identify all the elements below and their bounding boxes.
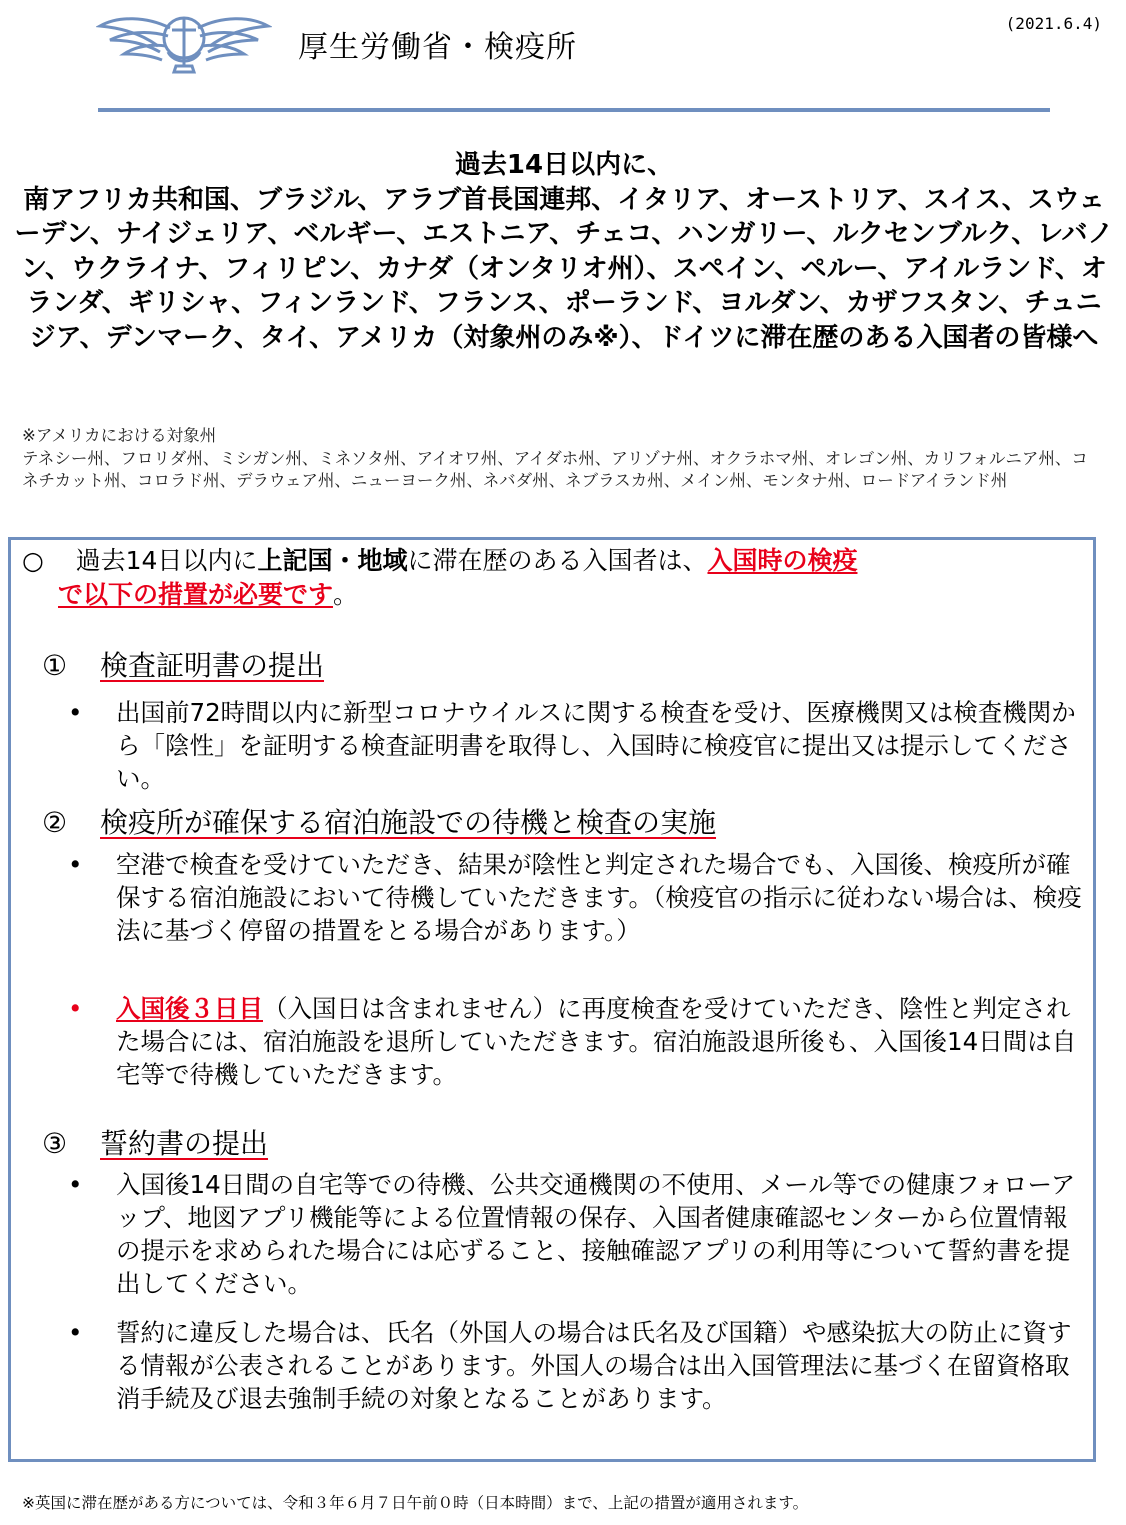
bullet-icon: • [68,850,83,879]
intro-red-b: で以下の措置が必要です [58,580,334,609]
header-divider [98,108,1050,112]
us-states-note [22,425,1102,493]
section-number: ① [42,649,68,682]
list-item [68,696,1088,795]
us-states-list: テネシー州、フロリダ州、ミシガン州、ミネソタ州、アイオワ州、アイダホ州、アリゾナ州、オクラホマ州、オレゴン州、カリフォルニア州、コネチカット州、コロラド州、デラウェア州、ニューヨーク州、ネバダ州、ネブラスカ州、メイン州、モンタナ州、ロードアイランド州 [22,448,1088,490]
bullet-text: 出国前72時間以内に新型コロナウイルスに関する検査を受け、医療機関又は検査機関から「陰性」を証明する検査証明書を取得し、入国時に検疫官に提出又は提示してください。 [116,698,1076,793]
section-heading: 検査証明書の提出 [100,649,325,682]
section-2-title [42,801,716,841]
list-item [68,1168,1088,1300]
uk-footnote: ※英国に滞在歴がある方については、令和３年６月７日午前０時（日本時間）まで、上記の措置が適用されます。 [22,1494,809,1512]
section-3-title [42,1122,268,1162]
day-three-highlight: 入国後３日目 [116,994,263,1023]
bullet-icon: • [68,698,83,727]
quarantine-emblem-icon [96,8,272,74]
us-states-note-title: ※アメリカにおける対象州 [22,426,217,445]
intro-red-a: 入国時の検疫 [707,546,858,575]
bullet-icon: • [68,1318,83,1347]
bullet-icon: • [68,994,83,1023]
bullet-text: 空港で検査を受けていただき、結果が陰性と判定された場合でも、入国後、検疫所が確保する宿泊施設において待機していただきます。（検疫官の指示に従わない場合は、検疫法に基づく停留の措置をとる場合があります。） [116,850,1082,945]
intro-end: 。 [333,580,359,609]
section-number: ② [42,806,68,839]
intro-statement [22,544,1082,612]
headline-period: 過去14日以内に、 [454,150,674,180]
list-item [68,848,1088,947]
bullet-icon: • [68,1170,83,1199]
agency-name: 厚生労働省・検疫所 [298,30,577,65]
section-1-title [42,644,324,684]
intro-text-b: に滞在歴のある入国者は、 [407,546,708,575]
list-item [68,992,1088,1091]
bullet-text: 誓約に違反した場合は、氏名（外国人の場合は氏名及び国籍）や感染拡大の防止に資する情報が公表されることがあります。外国人の場合は出入国管理法に基づく在留資格取消手続及び退去強制手続の対象となることがあります。 [116,1318,1072,1413]
headline [14,148,1114,355]
bullet-text: （入国日は含まれません）に再度検査を受けていただき、陰性と判定された場合には、宿泊施設を退所していただきます。宿泊施設退所後も、入国後14日間は自宅等で待機していただきます。 [116,994,1077,1089]
issue-date: (2021.6.4) [1005,14,1102,33]
list-item [68,1316,1088,1415]
intro-marker: ○ [22,546,44,575]
section-heading: 検疫所が確保する宿泊施設での待機と検査の実施 [100,806,717,839]
intro-bold: 上記国・地域 [257,546,408,575]
intro-text-a: 過去14日以内に [75,546,258,575]
bullet-text: 入国後14日間の自宅等での待機、公共交通機関の不使用、メール等での健康フォローアップ、地図アプリ機能等による位置情報の保存、入国者健康確認センターから位置情報の提示を求められた場合には応ずること、接触確認アプリの利用等について誓約書を提出してください。 [116,1170,1076,1298]
headline-countries: 南アフリカ共和国、ブラジル、アラブ首長国連邦、イタリア、オーストリア、スイス、スウェーデン、ナイジェリア、ベルギー、エストニア、チェコ、ハンガリー、ルクセンブルク、レバノン、ウクライナ、フィリピン、カナダ（オンタリオ州）、スペイン、ペルー、アイルランド、オランダ、ギリシャ、フィンランド、フランス、ポーランド、ヨルダン、カザフスタン、チュニジア、デンマーク、タイ、アメリカ（対象州のみ※）、ドイツに滞在歴のある入国者の皆様へ [14,184,1114,353]
section-number: ③ [42,1127,68,1160]
section-heading: 誓約書の提出 [100,1127,269,1160]
